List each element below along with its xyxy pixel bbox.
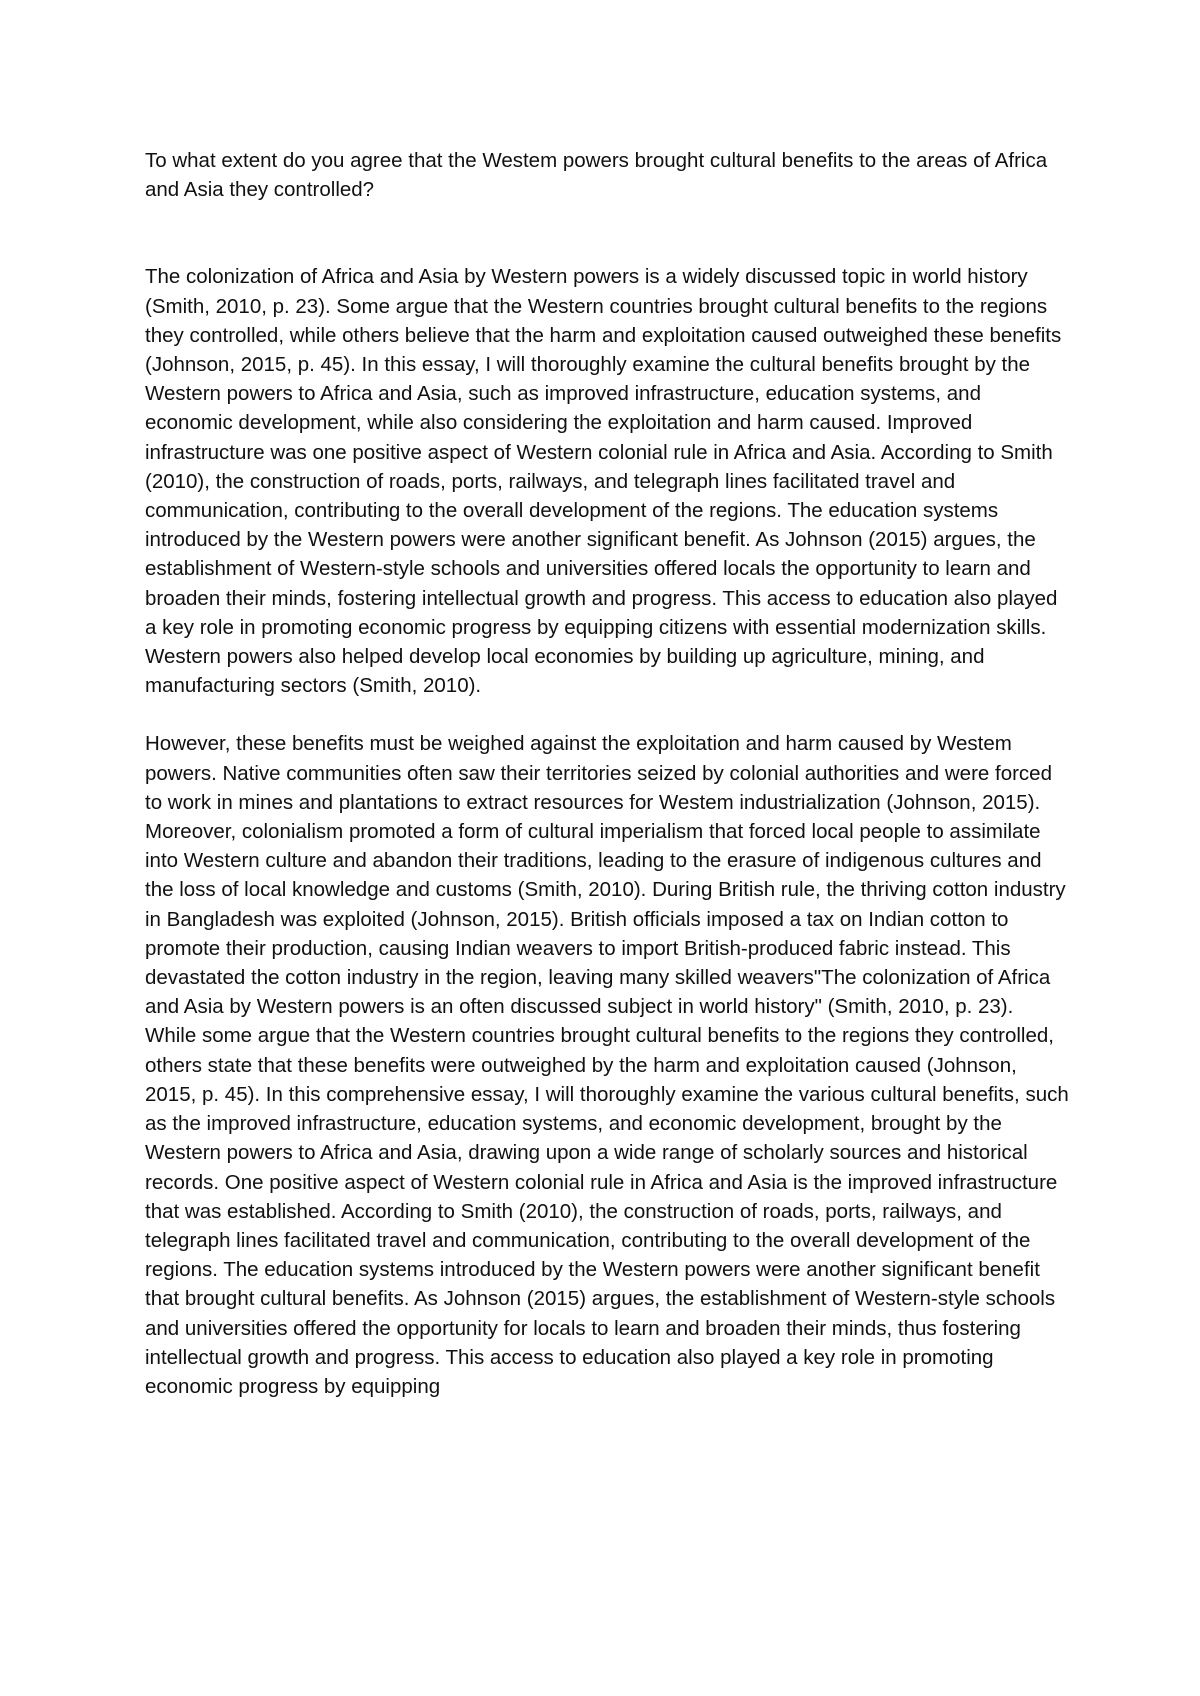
essay-question: To what extent do you agree that the Westem powers brought cultural benefits to the areas of Africa and Asia they controlled?: [145, 149, 1048, 202]
paragraph-counterargument: However, these benefits must be weighed against the exploitation and harm caused by Westem powers. Native communities often saw their territories seized by colonial authorities and were forced to work in mines and plantations to extract resources for Westem industrialization (Johnson, 2015). Moreover, colonialism promoted a form of cultural imperialism that forced local people to assimilate into Western culture and abandon their traditions, leading to the erasure of indigenous cultures and the loss of local knowledge and customs (Smith, 2010). During British rule, the thriving cotton industry in Bangladesh was exploited (Johnson, 2015). British officials imposed a tax on Indian cotton to promote their production, causing Indian weavers to import British-produced fabric instead. This devastated the cotton industry in the region, leaving many skilled weavers"The colonization of Africa and Asia by Western powers is an often discussed subject in world history" (Smith, 2010, p. 23). While some argue that the Western countries brought cultural benefits to the regions they controlled, others state that these benefits were outweighed by the harm and exploitation caused (Johnson, 2015, p. 45). In this comprehensive essay, I will thoroughly examine the various cultural benefits, such as the improved infrastructure, education systems, and economic development, brought by the Western powers to Africa and Asia, drawing upon a wide range of scholarly sources and historical records. One positive aspect of Western colonial rule in Africa and Asia is the improved infrastructure that was established. According to Smith (2010), the construction of roads, ports, railways, and telegraph lines facilitated travel and communication, contributing to the overall development of the regions. The education systems introduced by the Western powers were another significant benefit that brought cultural benefits. As Johnson (2015) argues, the establishment of Western-style schools and universities offered the opportunity for locals to learn and broaden their minds, thus fostering intellectual growth and progress. This access to education also played a key role in promoting economic progress by equipping: [145, 732, 1069, 1398]
paragraph-introduction: The colonization of Africa and Asia by Western powers is a widely discussed topic in world history (Smith, 2010, p. 23). Some argue that the Western countries brought cultural benefits to the regions they controlled, while others believe that the harm and exploitation caused outweighed these benefits (Johnson, 2015, p. 45). In this essay, I will thoroughly examine the cultural benefits brought by the Western powers to Africa and Asia, such as improved infrastructure, education systems, and economic development, while also considering the exploitation and harm caused. Improved infrastructure was one positive aspect of Western colonial rule in Africa and Asia. According to Smith (2010), the construction of roads, ports, railways, and telegraph lines facilitated travel and communication, contributing to the overall development of the regions. The education systems introduced by the Western powers were another significant benefit. As Johnson (2015) argues, the establishment of Western-style schools and universities offered locals the opportunity to learn and broaden their minds, fostering intellectual growth and progress. This access to education also played a key role in promoting economic progress by equipping citizens with essential modernization skills. Western powers also helped develop local economies by building up agriculture, mining, and manufacturing sectors (Smith, 2010).: [145, 265, 1062, 698]
document-body: [145, 146, 1070, 1401]
